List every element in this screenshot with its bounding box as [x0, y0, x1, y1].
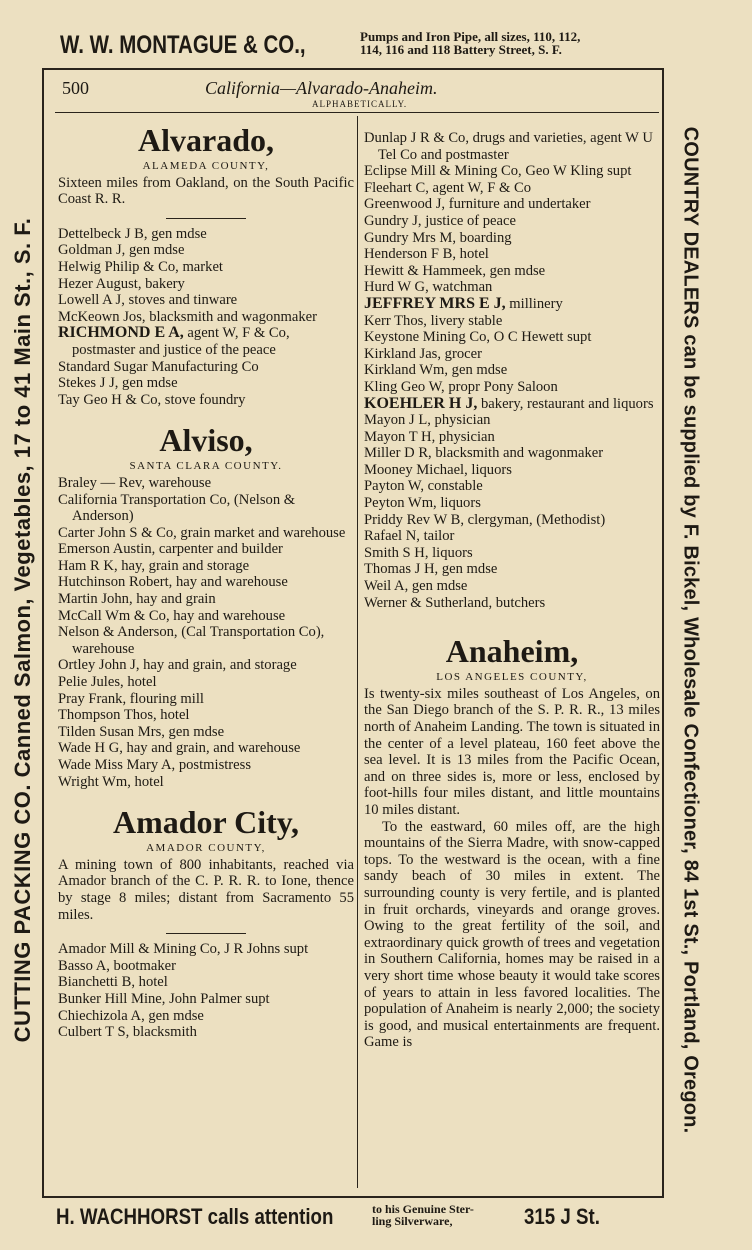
directory-entry: Tay Geo H & Co, stove foundry [58, 391, 246, 408]
directory-entry: Lowell A J, stoves and tinware [58, 292, 238, 309]
directory-entry: Hutchinson Robert, hay and warehouse [58, 574, 288, 591]
directory-entry: Braley — Rev, warehouse [58, 474, 212, 491]
directory-entry: Wade H G, hay and grain, and warehouse [58, 740, 301, 757]
directory-entry: Standard Sugar Manufacturing Co [58, 358, 259, 375]
directory-entry: Rafael N, tailor [364, 528, 455, 545]
alphabetically-subhead: ALPHABETICALLY. [312, 99, 408, 109]
header-advertisement [40, 26, 680, 66]
directory-entry: Smith S H, liquors [364, 544, 473, 561]
town-heading-alvarado: Alvarado, [138, 122, 274, 158]
town-description: Sixteen miles from Oakland, on the South Pacific Coast R. R. [58, 174, 354, 208]
directory-entry: Dettelbeck J B, gen mdse [58, 225, 207, 242]
county-anaheim: LOS ANGELES COUNTY, [436, 671, 588, 684]
directory-entry: Hezer August, bakery [58, 275, 185, 292]
directory-entry: Keystone Mining Co, O C Hewett supt [364, 329, 592, 346]
directory-entry: Stekes J J, gen mdse [58, 375, 178, 392]
directory-entry: California Transportation Co, (Nelson & Anderson) [58, 491, 296, 525]
directory-entry: Mayon T H, physician [364, 428, 495, 445]
county-amador: AMADOR COUNTY, [146, 842, 266, 855]
directory-entry: Thomas J H, gen mdse [364, 561, 498, 578]
directory-list [364, 313, 660, 396]
town-heading-amador-city: Amador City, [112, 804, 300, 841]
directory-entry: Dunlap J R & Co, drugs and varieties, agent W U Tel Co and postmaster [364, 130, 653, 163]
county-alvarado: ALAMEDA COUNTY, [142, 160, 270, 172]
directory-entry: Carter John S & Co, grain market and warehouse [58, 524, 346, 541]
directory-entry: Nelson & Anderson, (Cal Transportation Co), warehouse [58, 624, 325, 657]
page-number: 500 [62, 78, 89, 98]
directory-entry: Henderson F B, hotel [364, 246, 489, 263]
directory-entry: Werner & Sutherland, butchers [364, 594, 546, 611]
directory-entry: RICHMOND E A, agent W, F & Co, postmaster and justice of the peace [58, 324, 290, 358]
running-head: California—Alvarado-Anaheim. [205, 78, 438, 98]
column-divider [357, 116, 358, 1188]
directory-entry: Kling Geo W, propr Pony Saloon [364, 378, 558, 395]
directory-list [58, 941, 354, 1041]
directory-entry: Mayon J L, physician [364, 412, 491, 429]
directory-entry: Miller D R, blacksmith and wagonmaker [364, 445, 604, 462]
directory-list [364, 130, 660, 296]
directory-entry: Pelie Jules, hotel [58, 674, 157, 691]
header-company-name: W. W. MONTAGUE & CO., [60, 31, 306, 59]
directory-entry: Basso A, bootmaker [58, 957, 176, 974]
directory-entry: Bunker Hill Mine, John Palmer supt [58, 990, 270, 1007]
directory-entry: Peyton Wm, liquors [364, 495, 481, 512]
directory-entry: Thompson Thos, hotel [58, 707, 190, 724]
directory-entry: Ham R K, hay, grain and storage [58, 557, 250, 574]
directory-entry: Gundry J, justice of peace [364, 212, 516, 229]
directory-entry: Emerson Austin, carpenter and builder [58, 541, 283, 558]
directory-list [364, 412, 660, 611]
town-heading-alviso: Alviso, [159, 422, 253, 459]
town-description: To the eastward, 60 miles off, are the high mountains of the Sierra Madre, with snow-capped tops. To the westward is the ocean, with a fine sandy beach of 30 miles in extent. The surrounding county is very fertile, and is planted in fruit orchards, vineyards and orange groves. Owing to the great fertility of the soil, and extraordinary quick growth of trees and vegetation in Southern California, homes may be raised in a very short time whose beauty it would take scores of years to attain in less favored localities. The population of Anaheim is nearly 2,000; the society is good, and musical entertainments are frequent. Game is [364, 818, 660, 1051]
directory-entry: Priddy Rev W B, clergyman, (Methodist) [364, 511, 606, 528]
left-column [58, 122, 354, 1041]
directory-entry: Goldman J, gen mdse [58, 242, 185, 259]
directory-entry: Amador Mill & Mining Co, J R Johns supt [58, 941, 309, 958]
footer-ad-name: H. WACHHORST calls attention [56, 1204, 334, 1229]
directory-entry: Chiechizola A, gen mdse [58, 1007, 204, 1024]
directory-entry: Hewitt & Hammeek, gen mdse [364, 262, 546, 279]
county-alviso: SANTA CLARA COUNTY. [129, 460, 283, 473]
directory-entry: Martin John, hay and grain [58, 591, 216, 608]
section-divider [166, 933, 246, 934]
left-margin-advertisement: CUTTING PACKING CO. Canned Salmon, Vegetables, 17 to 41 Main St., S. F. [10, 217, 35, 1043]
directory-entry: Gundry Mrs M, boarding [364, 229, 512, 246]
footer-ad-text: to his Genuine Ster- ling Silverware, [372, 1202, 474, 1228]
directory-entry: Helwig Philip & Co, market [58, 258, 223, 275]
directory-entry: JEFFREY MRS E J, millinery [364, 294, 563, 312]
directory-entry: Kerr Thos, livery stable [364, 312, 503, 329]
directory-entry: Pray Frank, flouring mill [58, 690, 204, 707]
directory-entry: Ortley John J, hay and grain, and storage [58, 657, 297, 674]
directory-list [58, 475, 354, 790]
directory-entry: Eclipse Mill & Mining Co, Geo W Kling supt [364, 163, 632, 180]
directory-entry: Greenwood J, furniture and undertaker [364, 196, 591, 213]
directory-entry: Bianchetti B, hotel [58, 974, 168, 991]
directory-entry: Wright Wm, hotel [58, 773, 164, 790]
directory-entry: Weil A, gen mdse [364, 578, 468, 595]
directory-entry: Wade Miss Mary A, postmistress [58, 757, 251, 773]
header-ad-text: Pumps and Iron Pipe, all sizes, 110, 112, 114, 116 and 118 Battery Street, S. F. [360, 29, 581, 57]
town-heading-anaheim: Anaheim, [445, 633, 579, 670]
directory-entry: Payton W, constable [364, 478, 483, 495]
town-description: A mining town of 800 inhabitants, reached via Amador branch of the C. P. R. R. to Ione, thence by stage 8 miles; distant from Sacramento 55 miles. [58, 856, 354, 923]
directory-entry: KOEHLER H J, bakery, restaurant and liquors [364, 394, 654, 412]
directory-entry: Culbert T S, blacksmith [58, 1024, 197, 1041]
right-column [364, 130, 660, 1051]
directory-list [58, 359, 354, 409]
directory-entry: Kirkland Jas, grocer [364, 345, 482, 362]
directory-list [58, 226, 354, 326]
directory-entry: Fleehart C, agent W, F & Co [364, 179, 532, 196]
right-margin-advertisement: COUNTRY DEALERS can be supplied by F. Bickel, Wholesale Confectioner, 84 1st St., Portland, Oregon. [679, 126, 702, 1134]
header-rule [55, 112, 659, 113]
directory-entry: McKeown Jos, blacksmith and wagonmaker [58, 308, 317, 325]
directory-entry: Hurd W G, watchman [364, 279, 493, 296]
directory-entry: Mooney Michael, liquors [364, 461, 512, 478]
footer-ad-address: 315 J St. [524, 1204, 600, 1229]
town-description: Is twenty-six miles southeast of Los Angeles, on the San Diego branch of the S. P. R. R., 13 miles north of Anaheim Landing. The town is situated in the center of a level plateau, 160 feet above the sea level. It is 13 miles from the Pacific Ocean, and on three sides is, more or less, enclosed by foot-hills four miles distant, and little mountains 10 miles distant. [364, 685, 660, 818]
directory-entry: Tilden Susan Mrs, gen mdse [58, 723, 225, 740]
footer-advertisement [40, 1200, 680, 1240]
section-divider [166, 218, 246, 219]
directory-entry: Kirkland Wm, gen mdse [364, 362, 508, 379]
directory-entry: McCall Wm & Co, hay and warehouse [58, 607, 286, 624]
